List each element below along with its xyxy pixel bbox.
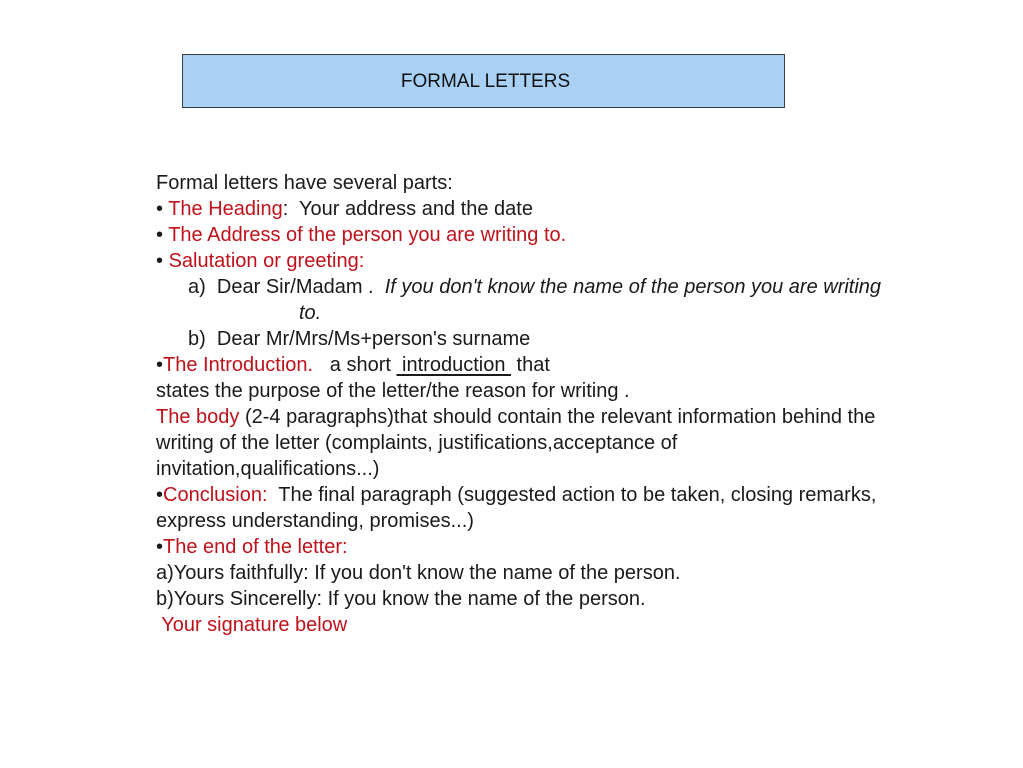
option-a-note-continued: to. [299,302,322,324]
address-item [156,222,1001,248]
option-a-marker: a) [188,276,217,298]
introduction-item [156,352,1001,378]
salutation-option-b [156,326,1001,352]
bullet: • [156,354,164,376]
body-continued-2: invitation,qualifications...) [156,458,380,480]
content-block [156,170,1001,638]
heading-text: Your address and the date [288,198,533,220]
introduction-label: The Introduction. [163,354,314,376]
end-option-a: a)Yours faithfully: If you don't know the name of the person. [156,562,681,584]
salutation-item [156,248,1001,274]
end-option-b: b)Yours Sincerelly: If you know the name of the person. [156,588,646,610]
page-title: FORMAL LETTERS [400,71,571,92]
introduction-text-1: a short [313,354,397,376]
salutation-label: Salutation or greeting: [168,250,365,272]
option-b-marker: b) [188,328,217,350]
bullet: • [156,224,169,246]
heading-colon: : [282,198,289,220]
address-label: The Address of the person you are writing to. [168,224,567,246]
introduction-text-2: that [511,354,550,376]
end-item [156,534,1001,560]
bullet: • [156,198,169,220]
heading-label: The Heading [168,198,283,220]
intro-line: Formal letters have several parts: [156,172,453,194]
signature-note: Your signature below [156,614,348,636]
body-continued-1: writing of the letter (complaints, justifications,acceptance of [156,432,678,454]
body-item [156,404,1001,430]
bullet: • [156,250,169,272]
option-a-note: If you don't know the name of the person you are writing [379,276,882,298]
option-b-text: Dear Mr/Mrs/Ms+person's surname [216,328,531,350]
conclusion-continued: express understanding, promises...) [156,510,474,532]
body-label: The body [156,406,240,428]
title-box [182,54,785,108]
salutation-option-a [156,274,1001,300]
conclusion-label: Conclusion: [163,484,268,506]
bullet: • [156,536,164,558]
option-a-text: Dear Sir/Madam . [216,276,380,298]
end-label: The end of the letter: [163,536,348,558]
heading-item [156,196,1001,222]
conclusion-item [156,482,1001,508]
bullet: • [156,484,164,506]
body-text: (2-4 paragraphs)that should contain the relevant information behind the [239,406,876,428]
introduction-underlined: introduction [396,354,511,376]
introduction-continued: states the purpose of the letter/the reason for writing . [156,380,630,402]
conclusion-text: The final paragraph (suggested action to be taken, closing remarks, [267,484,877,506]
